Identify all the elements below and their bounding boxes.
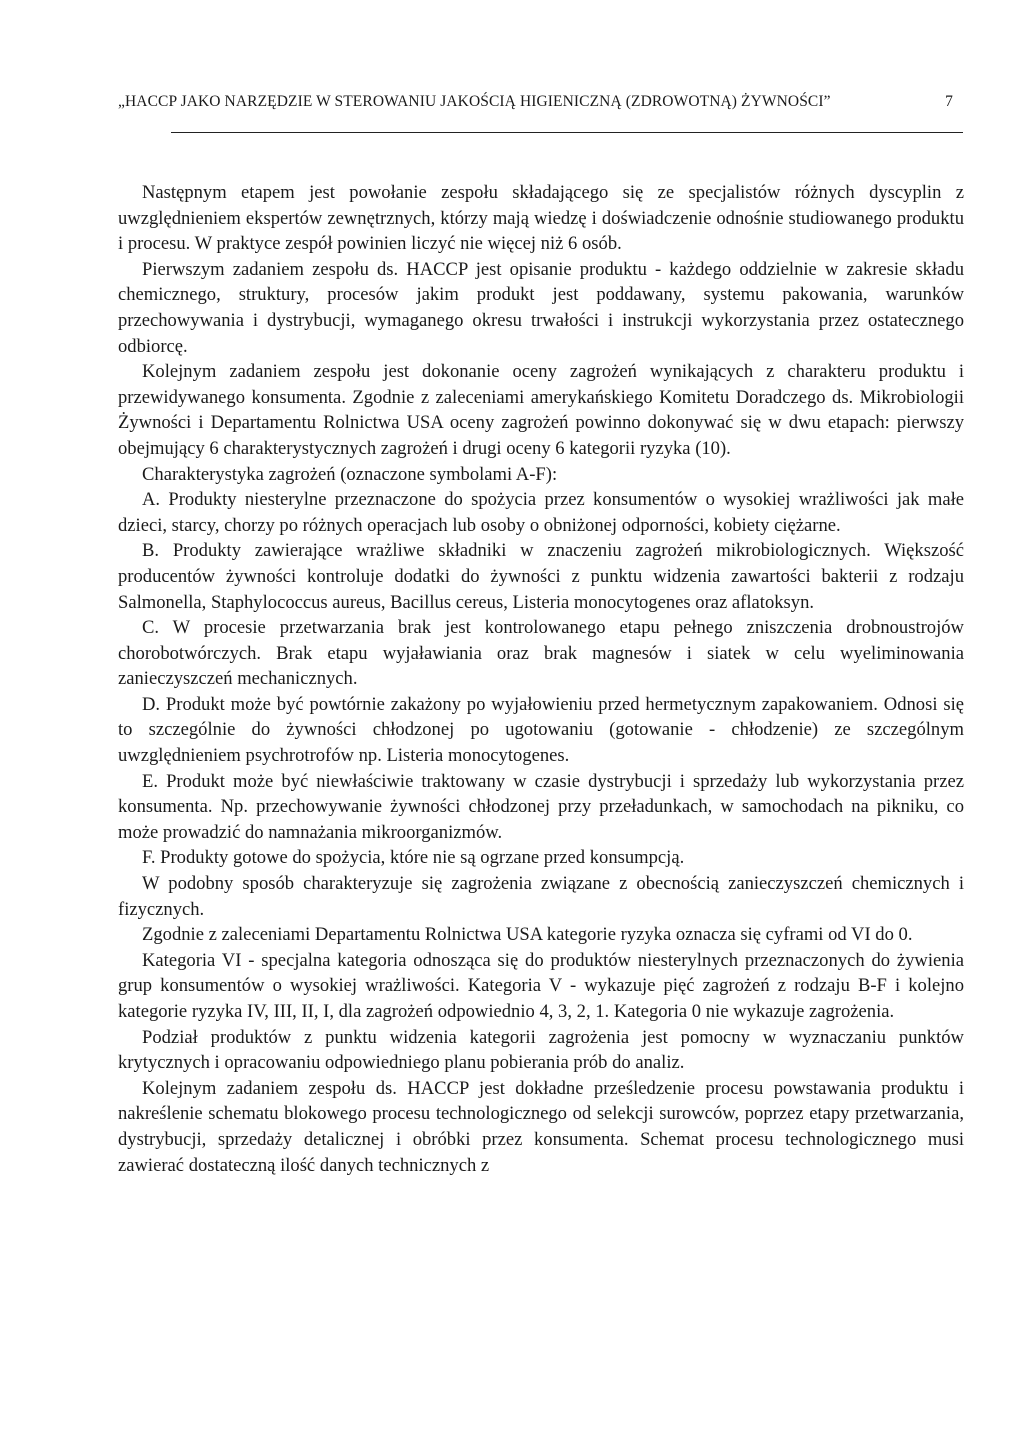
- running-header: [118, 93, 963, 117]
- running-title: „HACCP JAKO NARZĘDZIE W STEROWANIU JAKOŚCIĄ HIGIENICZNĄ (ZDROWOTNĄ) ŻYWNOŚCI”: [118, 93, 831, 110]
- body-text: [118, 180, 964, 1178]
- paragraph: Kolejnym zadaniem zespołu jest dokonanie oceny zagrożeń wynikających z charakteru produktu i przewidywanego konsumenta. Zgodnie z zaleceniami amerykańskiego Komitetu Doradczego ds. Mikrobiologii Żywności i Departamentu Rolnictwa USA oceny zagrożeń powinno dokonywać się w dwu etapach: pierwszy obejmujący 6 charakterystycznych zagrożeń i drugi oceny 6 kategorii ryzyka (10).: [118, 361, 964, 459]
- paragraph: Charakterystyka zagrożeń (oznaczone symbolami A-F):: [142, 463, 558, 485]
- hazard-item-e: E. Produkt może być niewłaściwie traktowany w czasie dystrybucji i sprzedaży lub wykorzystania przez konsumenta. Np. przechowywanie żywności chłodzonej przy przeładunkach, w samochodach na pikniku, co może prowadzić do namnażania mikroorganizmów.: [118, 770, 964, 843]
- hazard-item-b: B. Produkty zawierające wrażliwe składniki w znaczeniu zagrożeń mikrobiologicznych. Większość producentów żywności kontroluje dodatki do żywności z punktu widzenia zawartości bakterii z rodzaju Salmonella, Staphylococcus aureus, Bacillus cereus, Listeria monocytogenes oraz aflatoksyn.: [118, 540, 964, 613]
- paragraph: W podobny sposób charakteryzuje się zagrożenia związane z obecnością zanieczyszczeń chemicznych i fizycznych.: [118, 873, 964, 920]
- page-number: 7: [945, 93, 953, 110]
- header-rule: [171, 132, 963, 133]
- paragraph: Podział produktów z punktu widzenia kategorii zagrożenia jest pomocny w wyznaczaniu punktów krytycznych i opracowaniu odpowiedniego planu pobierania prób do analiz.: [118, 1026, 964, 1074]
- hazard-item-c: C. W procesie przetwarzania brak jest kontrolowanego etapu pełnego zniszczenia drobnoustrojów chorobotwórczych. Brak etapu wyjaławiania oraz brak magnesów i siatek w celu wyeliminowania zanieczyszczeń mechanicznych.: [118, 617, 964, 690]
- paragraph: Następnym etapem jest powołanie zespołu składającego się ze specjalistów różnych dyscyplin z uwzględnieniem ekspertów zewnętrznych, którzy mają wiedzę i doświadczenie odnośnie studiowanego produktu i procesu. W praktyce zespół powinien liczyć nie więcej niż 6 osób.: [118, 182, 964, 255]
- hazard-item-d: D. Produkt może być powtórnie zakażony po wyjałowieniu przed hermetycznym zapakowaniem. Odnosi się to szczególnie do żywności chłodzonej po ugotowaniu (gotowanie - chłodzenie) ze szczególnym uwzględnieniem psychrotrofów np. Listeria monocytogenes.: [118, 693, 964, 767]
- paragraph: Pierwszym zadaniem zespołu ds. HACCP jest opisanie produktu - każdego oddzielnie w zakresie składu chemicznego, struktury, procesów jakim produkt jest poddawany, systemu pakowania, warunków przechowywania i dystrybucji, wymaganego okresu trwałości i instrukcji wykorzystania przez ostatecznego odbiorcę.: [118, 258, 964, 357]
- paragraph: Kolejnym zadaniem zespołu ds. HACCP jest dokładne prześledzenie procesu powstawania produktu i nakreślenie schematu blokowego procesu technologicznego od selekcji surowców, poprzez etapy przetwarzania, dystrybucji, sprzedaży detalicznej i obróbki przez konsumenta. Schemat procesu technologicznego musi zawierać dostateczną ilość danych technicznych z: [118, 1077, 964, 1176]
- paragraph: Zgodnie z zaleceniami Departamentu Rolnictwa USA kategorie ryzyka oznacza się cyframi od VI do 0.: [142, 924, 913, 946]
- hazard-item-f: F. Produkty gotowe do spożycia, które nie są ogrzane przed konsumpcją.: [142, 847, 685, 869]
- hazard-item-a: A. Produkty niesterylne przeznaczone do spożycia przez konsumentów o wysokiej wrażliwości jak małe dzieci, starcy, chorzy po różnych operacjach lub osoby o obniżonej odporności, kobiety ciężarne.: [118, 489, 964, 536]
- paragraph: Kategoria VI - specjalna kategoria odnosząca się do produktów niesterylnych przeznaczonych do żywienia grup konsumentów o wysokiej wrażliwości. Kategoria V - wykazuje pięć zagrożeń z rodzaju B-F i kolejno kategorie ryzyka IV, III, II, I, dla zagrożeń odpowiednio 4, 3, 2, 1. Kategoria 0 nie wykazuje zagrożenia.: [118, 949, 964, 1022]
